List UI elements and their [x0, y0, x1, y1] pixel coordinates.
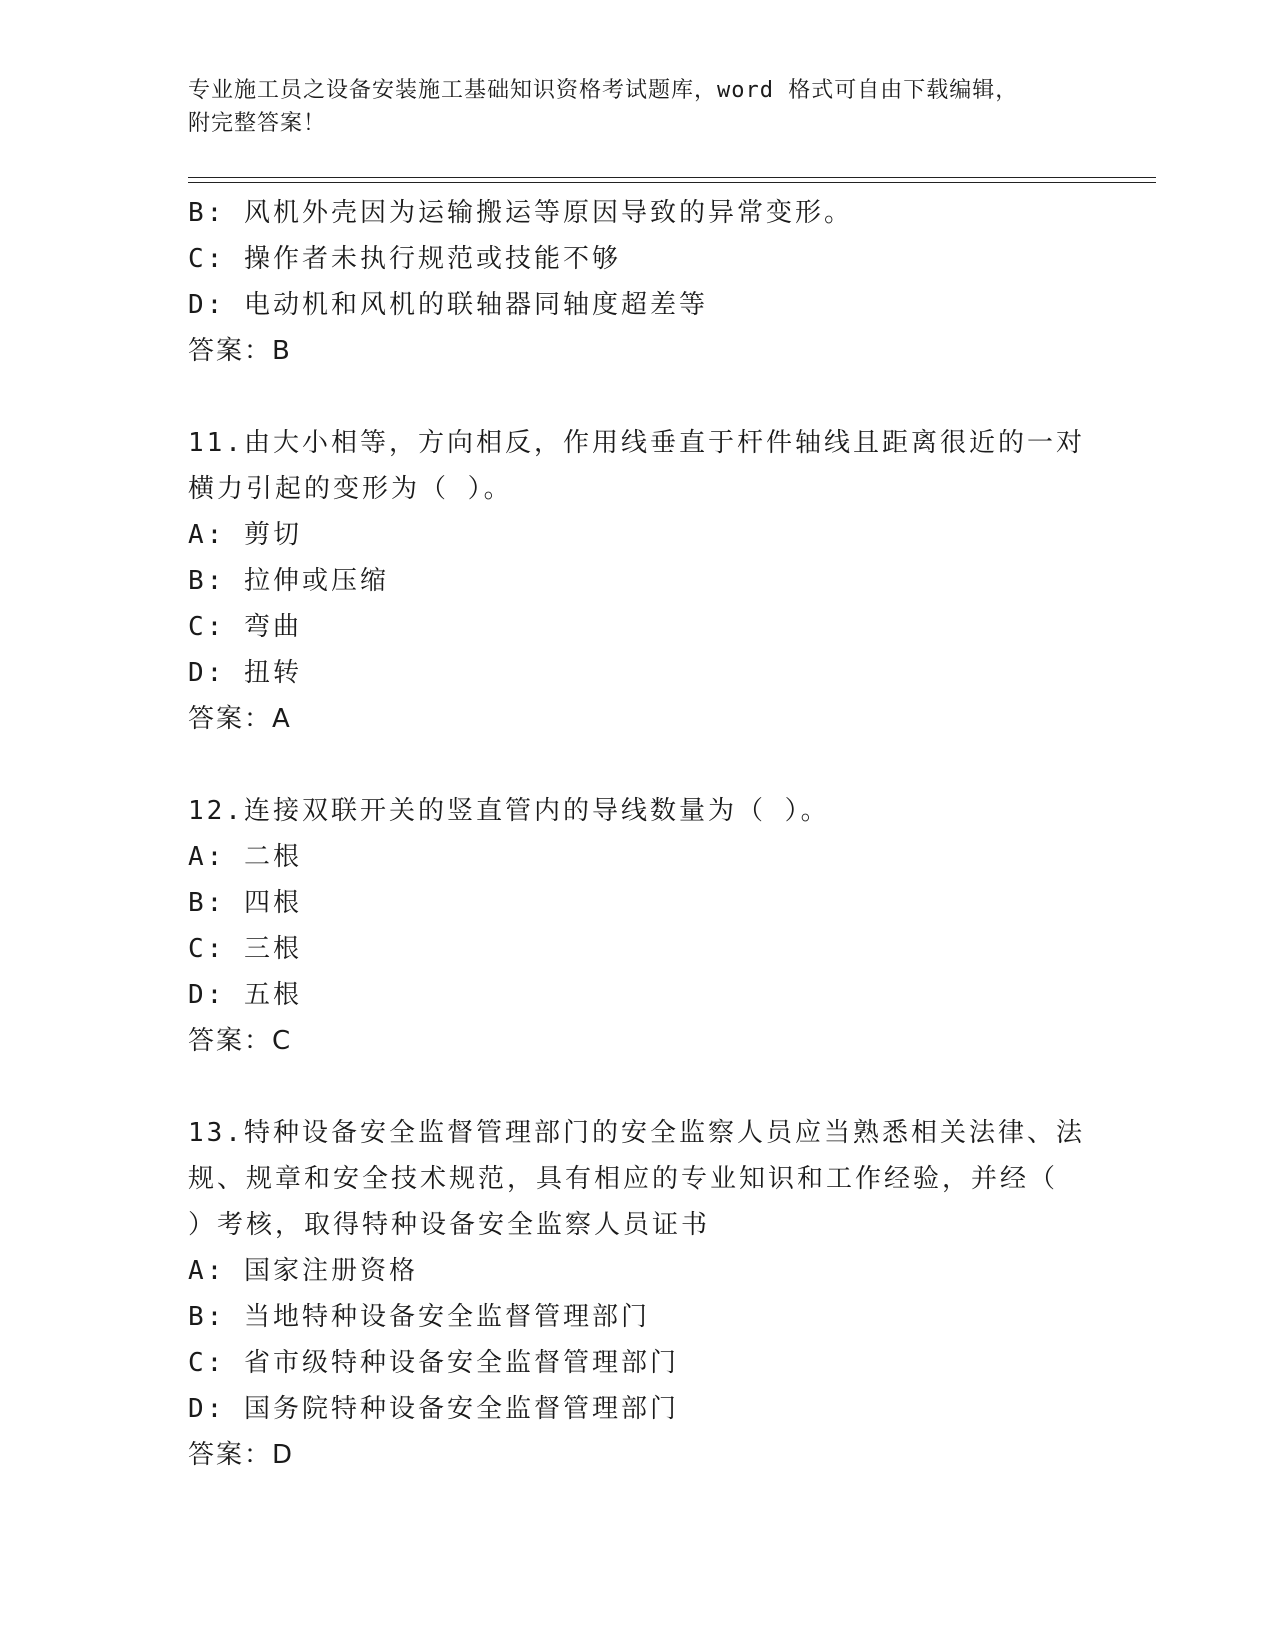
header-divider: [188, 177, 1156, 183]
option-a: A: 国家注册资格: [188, 1256, 418, 1286]
prev-question-block: [188, 190, 1088, 374]
document-body: [188, 190, 1088, 1478]
question-block-11: [188, 420, 1088, 742]
option-c: C: 操作者未执行规范或技能不够: [188, 244, 621, 274]
option-d: D: 扭转: [188, 658, 302, 688]
option-c: C: 省市级特种设备安全监督管理部门: [188, 1348, 679, 1378]
option-d: D: 电动机和风机的联轴器同轴度超差等: [188, 290, 708, 320]
answer-line: 答案：B: [188, 336, 292, 366]
question-block-13: [188, 1110, 1088, 1478]
question-text-line: 规、规章和安全技术规范，具有相应的专业知识和工作经验，并经（: [188, 1164, 1059, 1194]
question-block-12: [188, 788, 1088, 1064]
question-text-line: 13.特种设备安全监督管理部门的安全监察人员应当熟悉相关法律、法: [188, 1118, 1085, 1148]
spacer: [188, 742, 1088, 788]
option-a: A: 二根: [188, 842, 302, 872]
option-d: D: 五根: [188, 980, 302, 1010]
answer-line: 答案：C: [188, 1026, 293, 1056]
option-b: B: 拉伸或压缩: [188, 566, 389, 596]
option-c: C: 弯曲: [188, 612, 302, 642]
option-b: B: 风机外壳因为运输搬运等原因导致的异常变形。: [188, 198, 853, 228]
answer-line: 答案：A: [188, 704, 292, 734]
answer-line: 答案：D: [188, 1440, 295, 1470]
question-text-line: 11.由大小相等，方向相反，作用线垂直于杆件轴线且距离很近的一对: [188, 428, 1085, 458]
header-line-1: 专业施工员之设备安装施工基础知识资格考试题库，word 格式可自由下载编辑，: [188, 78, 1019, 103]
option-b: B: 四根: [188, 888, 302, 918]
header-line-2: 附完整答案！: [188, 111, 327, 136]
document-header: [188, 74, 1088, 140]
spacer: [188, 1064, 1088, 1110]
option-d: D: 国务院特种设备安全监督管理部门: [188, 1394, 679, 1424]
option-b: B: 当地特种设备安全监督管理部门: [188, 1302, 650, 1332]
question-text-line: 12.连接双联开关的竖直管内的导线数量为（ ）。: [188, 796, 830, 826]
spacer: [188, 374, 1088, 420]
option-c: C: 三根: [188, 934, 302, 964]
option-a: A: 剪切: [188, 520, 302, 550]
question-text-line: ）考核，取得特种设备安全监察人员证书: [188, 1210, 711, 1240]
question-text-line: 横力引起的变形为（ ）。: [188, 474, 513, 504]
